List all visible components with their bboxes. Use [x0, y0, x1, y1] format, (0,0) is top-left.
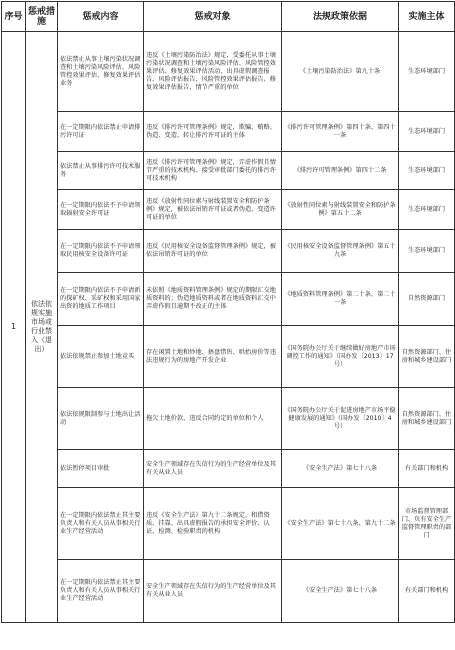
header-subject: 实施主体: [399, 2, 455, 32]
basis-cell: 《国务院办公厅关于促进房地产市场平稳健康发展的通知》（国办发〔2010〕4号）: [282, 388, 399, 450]
basis-cell: 《排污许可管理条例》第四十二条: [282, 152, 399, 190]
subject-cell: 市场监督管理部门、负有安全生产监督管理职责的部门: [399, 488, 455, 560]
header-row: [2, 2, 455, 32]
subject-cell: 生态环境部门: [399, 230, 455, 273]
target-cell: 违反《民用核安全设备监督管理条例》规定，被依法吊销许可证的单位: [144, 230, 282, 273]
subject-cell: 生态环境部门: [399, 190, 455, 230]
header-seq: 序号: [2, 2, 26, 32]
table-row: [2, 560, 455, 623]
content-cell: 在一定期限内依法禁止其主要负责人和有关人员从事相关行业生产经营活动: [58, 560, 144, 623]
content-cell: 依法暂停项目审批: [58, 450, 144, 488]
subject-cell: 有关部门和机构: [399, 450, 455, 488]
penalty-table: [1, 1, 455, 623]
target-cell: 拖欠土地价款、违反合同约定的单位和个人: [144, 388, 282, 450]
header-target: 惩戒对象: [144, 2, 282, 32]
table-row: [2, 273, 455, 326]
table-row: [2, 488, 455, 560]
subject-cell: 自然资源部门、住房和城乡建设部门: [399, 388, 455, 450]
target-cell: 安全生产领域存在失信行为的生产经营单位及其有关从业人员: [144, 450, 282, 488]
table-row: [2, 112, 455, 152]
table-row: [2, 32, 455, 112]
subject-cell: 生态环境部门: [399, 112, 455, 152]
target-cell: 违反《排污许可管理条例》规定，弄虚作假且情节严重的技术机构、接受审批部门委托的排污许可技术机构: [144, 152, 282, 190]
table-row: [2, 230, 455, 273]
target-cell: 未依照《地质资料管理条例》规定的期限汇交地质资料的；伪造地质资料或者在地质资料汇交中弄虚作假且逾期不改正的主体: [144, 273, 282, 326]
seq-cell: 1: [2, 32, 26, 623]
content-cell: 在一定期限内依法禁止其主要负责人和有关人员从事相关行业生产经营活动: [58, 488, 144, 560]
target-cell: 安全生产领域存在失信行为的生产经营单位及其有关从业人员: [144, 560, 282, 623]
basis-cell: 《放射性同位素与射线装置安全和防护条例》第五十二条: [282, 190, 399, 230]
basis-cell: 《土壤污染防治法》第九十条: [282, 32, 399, 112]
target-cell: 存在闲置土地和炒地、捂盘惜售、哄抬房价等违法违规行为的房地产开发企业: [144, 326, 282, 388]
subject-cell: 有关部门和机构: [399, 560, 455, 623]
table-row: [2, 388, 455, 450]
content-cell: 在一定期限内依法禁止申请排污许可证: [58, 112, 144, 152]
basis-cell: 《地质资料管理条例》第二十条、第二十一条: [282, 273, 399, 326]
table-row: [2, 326, 455, 388]
basis-cell: 《安全生产法》第七十八条: [282, 450, 399, 488]
content-cell: 依法依规限制参与土地出让活动: [58, 388, 144, 450]
basis-cell: 《安全生产法》第七十八条、第九十二条: [282, 488, 399, 560]
basis-cell: 《排污许可管理条例》第四十条、第四十一条: [282, 112, 399, 152]
target-cell: 违反《排污许可管理条例》规定，欺骗、贿赂、伪造、变造、转让排污许可证的主体: [144, 112, 282, 152]
content-cell: 依法禁止从事土壤污染状况调查和土壤污染风险评估、风险管控效果评估、修复效果评估业务: [58, 32, 144, 112]
table-row: [2, 190, 455, 230]
header-basis: 法规政策依据: [282, 2, 399, 32]
basis-cell: 《国务院办公厅关于继续做好房地产市场调控工作的通知》（国办发〔2013〕17号）: [282, 326, 399, 388]
target-cell: 违反《土壤污染防治法》规定，受委托从事土壤污染状况调查和土壤污染风险评估、风险管控效果评估、修复效果评估活动，出具虚假调查报告、风险评估报告、风险管控效果评估报告、修复效果评估报告，情节严重的单位: [144, 32, 282, 112]
header-content: 惩戒内容: [58, 2, 144, 32]
basis-cell: 《安全生产法》第七十八条: [282, 560, 399, 623]
table-row: [2, 450, 455, 488]
subject-cell: 生态环境部门: [399, 152, 455, 190]
content-cell: 依法依规禁止参加土地竞买: [58, 326, 144, 388]
content-cell: 在一定期限内依法不予申请新的探矿权、采矿权和采用国家出资的地质工作项目: [58, 273, 144, 326]
content-cell: 依法禁止从事排污许可技术服务: [58, 152, 144, 190]
measure-cell: 依法依规实施市场或行业禁入（退出）: [26, 32, 58, 623]
subject-cell: 生态环境部门: [399, 32, 455, 112]
target-cell: 违反《放射性同位素与射线装置安全和防护条例》规定，被依法吊销许可证或者伪造、变造许可证的单位: [144, 190, 282, 230]
content-cell: 在一定期限内依法不予申请领取民用核安全设备许可证: [58, 230, 144, 273]
content-cell: 在一定期限内依法不予申请领取辐射安全许可证: [58, 190, 144, 230]
target-cell: 违反《安全生产法》第九十二条规定，租借资质、挂靠、出具虚假报告的承担安全评价、认证、检测、检验职责的机构: [144, 488, 282, 560]
header-measure: 惩戒措施: [26, 2, 58, 32]
subject-cell: 自然资源部门、住房和城乡建设部门: [399, 326, 455, 388]
basis-cell: 《民用核安全设备监督管理条例》第五十九条: [282, 230, 399, 273]
subject-cell: 自然资源部门: [399, 273, 455, 326]
table-row: [2, 152, 455, 190]
